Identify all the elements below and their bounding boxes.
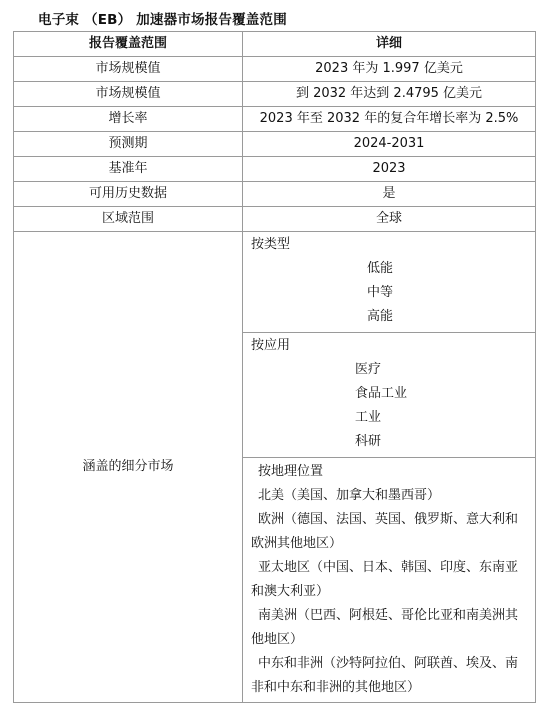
segments-label: 涵盖的细分市场 — [14, 232, 243, 703]
region-item: 欧洲（德国、法国、英国、俄罗斯、意大利和欧洲其他地区） — [251, 512, 519, 551]
row-value: 全球 — [243, 207, 536, 232]
table-row — [14, 82, 536, 107]
row-value: 到 2032 年达到 2.4795 亿美元 — [243, 82, 536, 107]
segment-heading-region: 按地理位置 — [258, 464, 324, 479]
segment-item: 高能 — [367, 309, 394, 324]
row-label: 市场规模值 — [14, 57, 243, 82]
segment-item: 低能 — [367, 261, 394, 276]
table-header-row — [14, 32, 536, 57]
table-row — [14, 57, 536, 82]
segment-by-application — [243, 333, 536, 458]
segment-item: 食品工业 — [355, 386, 408, 401]
row-value: 2023 — [243, 157, 536, 182]
row-value: 2023 年至 2032 年的复合年增长率为 2.5% — [243, 107, 536, 132]
table-row — [14, 207, 536, 232]
region-item: 南美洲（巴西、阿根廷、哥伦比亚和南美洲其他地区） — [251, 608, 519, 647]
segment-heading-type: 按类型 — [251, 237, 291, 252]
row-value: 是 — [243, 182, 536, 207]
row-label: 可用历史数据 — [14, 182, 243, 207]
segment-heading-application: 按应用 — [251, 338, 291, 353]
row-label: 市场规模值 — [14, 82, 243, 107]
header-details: 详细 — [243, 32, 536, 57]
row-label: 增长率 — [14, 107, 243, 132]
region-item: 北美（美国、加拿大和墨西哥） — [258, 488, 441, 503]
table-row — [14, 157, 536, 182]
row-value: 2024-2031 — [243, 132, 536, 157]
row-label: 预测期 — [14, 132, 243, 157]
region-item: 中东和非洲（沙特阿拉伯、阿联酋、埃及、南非和中东和非洲的其他地区） — [251, 656, 519, 695]
row-value: 2023 年为 1.997 亿美元 — [243, 57, 536, 82]
header-coverage: 报告覆盖范围 — [14, 32, 243, 57]
segment-item: 中等 — [367, 285, 394, 300]
segment-by-type — [243, 232, 536, 333]
row-label: 基准年 — [14, 157, 243, 182]
row-label: 区域范围 — [14, 207, 243, 232]
segments-type-row — [14, 232, 536, 333]
segment-item: 医疗 — [355, 362, 382, 377]
table-row — [14, 107, 536, 132]
report-title: 电子束 （EB） 加速器市场报告覆盖范围 — [38, 12, 287, 28]
segment-item: 科研 — [355, 434, 382, 449]
segment-item: 工业 — [355, 410, 382, 425]
report-coverage-table — [13, 31, 536, 703]
region-item: 亚太地区（中国、日本、韩国、印度、东南亚和澳大利亚） — [251, 560, 519, 599]
segment-by-region — [243, 458, 536, 703]
table-row — [14, 132, 536, 157]
table-row — [14, 182, 536, 207]
